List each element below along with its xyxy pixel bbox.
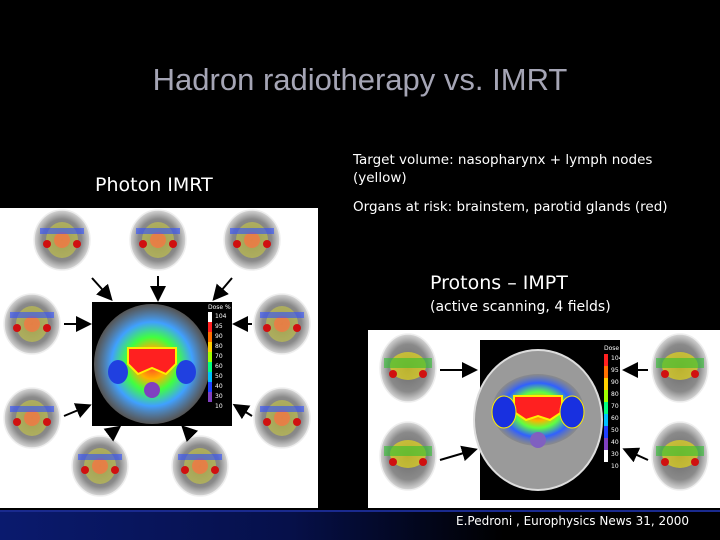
protons-impt-image: [368, 330, 720, 508]
dose-tick-10: 10: [215, 403, 223, 410]
small-head-mr: [254, 294, 310, 354]
small-head-bl1: [4, 388, 60, 448]
dose-tick-3: 90: [215, 333, 223, 340]
target-volume-text: Target volume: nasopharynx + lymph nodes (yellow): [353, 152, 653, 186]
small-head-br1: [254, 388, 310, 448]
protons-impt-figure: [368, 330, 720, 508]
small-head-tm: [130, 210, 186, 270]
photon-imrt-image: [0, 208, 318, 508]
proton-head-tr: [652, 334, 708, 402]
slide-title: Hadron radiotherapy vs. IMRT: [152, 62, 568, 97]
dose-tick-8: 40: [215, 383, 223, 390]
proton-dose-tick-5: 70: [611, 403, 619, 410]
proton-dose-tick-1: 104: [611, 355, 623, 362]
dose-legend-title: Dose %: [208, 304, 231, 311]
proton-dose-legend-title: Dose %: [604, 345, 627, 352]
proton-dose-tick-4: 80: [611, 391, 619, 398]
small-head-tr: [224, 210, 280, 270]
protons-impt-subtitle: (active scanning, 4 fields): [430, 299, 611, 315]
proton-dose-tick-7: 50: [611, 427, 619, 434]
proton-dose-tick-8: 40: [611, 439, 619, 446]
small-head-bm: [172, 436, 228, 496]
credit-text: E.Pedroni , Europhysics News 31, 2000: [456, 514, 690, 528]
photon-imrt-label: Photon IMRT: [95, 174, 213, 196]
proton-head-br: [652, 422, 708, 490]
dose-tick-7: 50: [215, 373, 223, 380]
proton-head-tl: [380, 334, 436, 402]
dose-tick-1: 104: [215, 313, 227, 320]
proton-central-dose-map: [474, 340, 620, 500]
small-head-bl2: [72, 436, 128, 496]
photon-imrt-figure: [0, 208, 318, 508]
dose-tick-9: 30: [215, 393, 223, 400]
organs-at-risk-text: Organs at risk: brainstem, parotid glands (red): [353, 199, 668, 215]
dose-tick-2: 95: [215, 323, 223, 330]
proton-dose-tick-2: 95: [611, 367, 619, 374]
proton-dose-tick-9: 30: [611, 451, 619, 458]
proton-dose-tick-6: 60: [611, 415, 619, 422]
proton-dose-tick-10: 10: [611, 463, 619, 470]
dose-tick-6: 60: [215, 363, 223, 370]
dose-tick-5: 70: [215, 353, 223, 360]
proton-head-bl: [380, 422, 436, 490]
small-head-tl: [34, 210, 90, 270]
protons-impt-label: Protons – IMPT: [430, 272, 568, 294]
dose-tick-4: 80: [215, 343, 223, 350]
small-head-ml: [4, 294, 60, 354]
proton-dose-tick-3: 90: [611, 379, 619, 386]
